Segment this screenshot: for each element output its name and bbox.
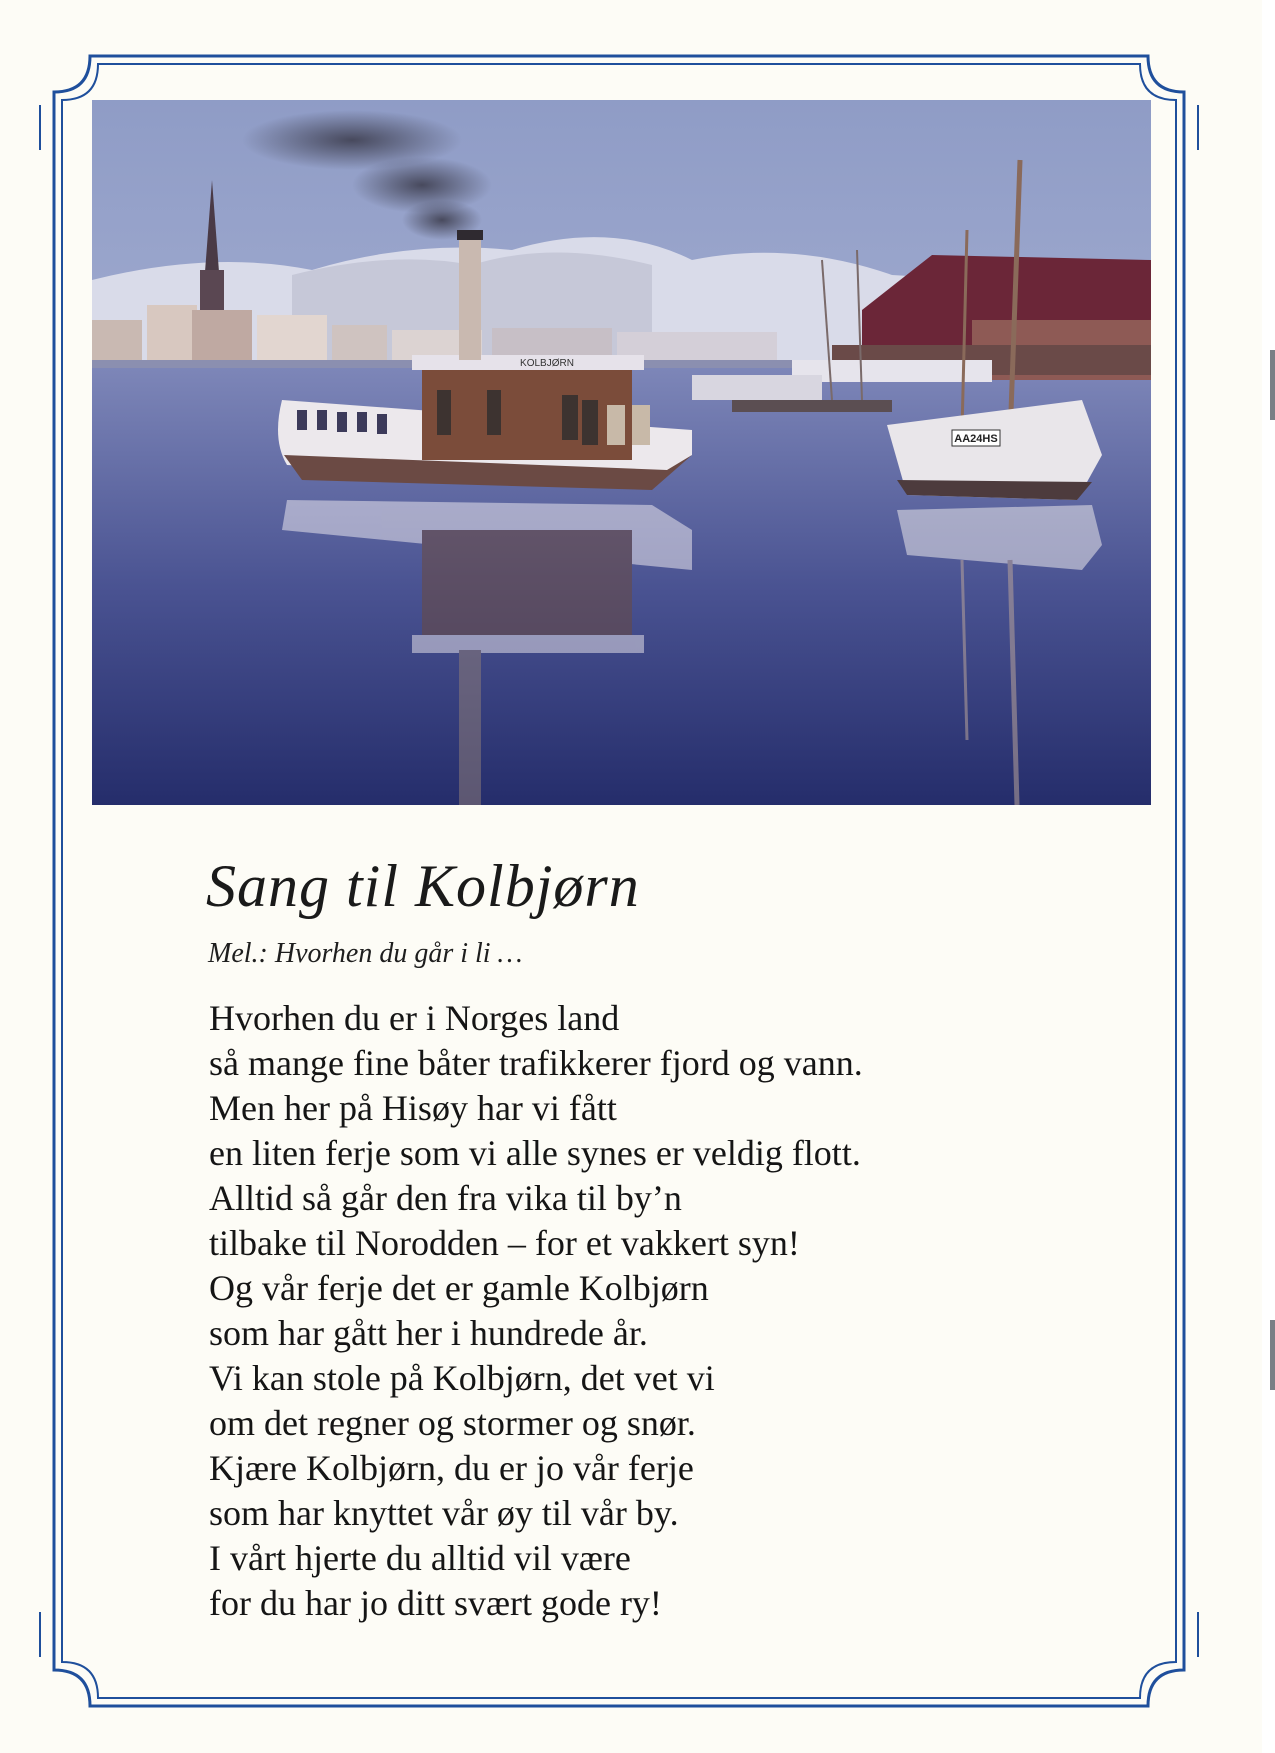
ferry-photo [92,100,1151,805]
lyric-line: Hvorhen du er i Norges land [209,998,620,1038]
lyric-line: Alltid så går den fra vika til by’n [209,1178,682,1218]
lyric-line: en liten ferje som vi alle synes er veldig flott. [209,1133,861,1173]
lyric-line: om det regner og stormer og snør. [209,1403,696,1443]
melody-note: Mel.: Hvorhen du går i li … [208,938,523,969]
lyric-line: Men her på Hisøy har vi fått [209,1088,617,1128]
lyric-line: for du har jo ditt svært gode ry! [209,1583,662,1623]
lyrics [209,996,863,1626]
lyric-line: tilbake til Norodden – for et vakkert syn! [209,1223,800,1263]
lyric-line: Og vår ferje det er gamle Kolbjørn [209,1268,709,1308]
song-title: Sang til Kolbjørn [206,853,640,919]
lyric-line: Kjære Kolbjørn, du er jo vår ferje [209,1448,694,1488]
lyric-line: Vi kan stole på Kolbjørn, det vet vi [209,1358,715,1398]
ferry-nameplate: KOLBJØRN [520,358,574,369]
lyric-line: som har gått her i hundrede år. [209,1313,648,1353]
lyric-line: som har knyttet vår øy til vår by. [209,1493,679,1533]
lyric-line: så mange fine båter trafikkerer fjord og vann. [209,1043,863,1083]
boat-registration: AA24HS [954,433,998,445]
lyric-line: I vårt hjerte du alltid vil være [209,1538,631,1578]
